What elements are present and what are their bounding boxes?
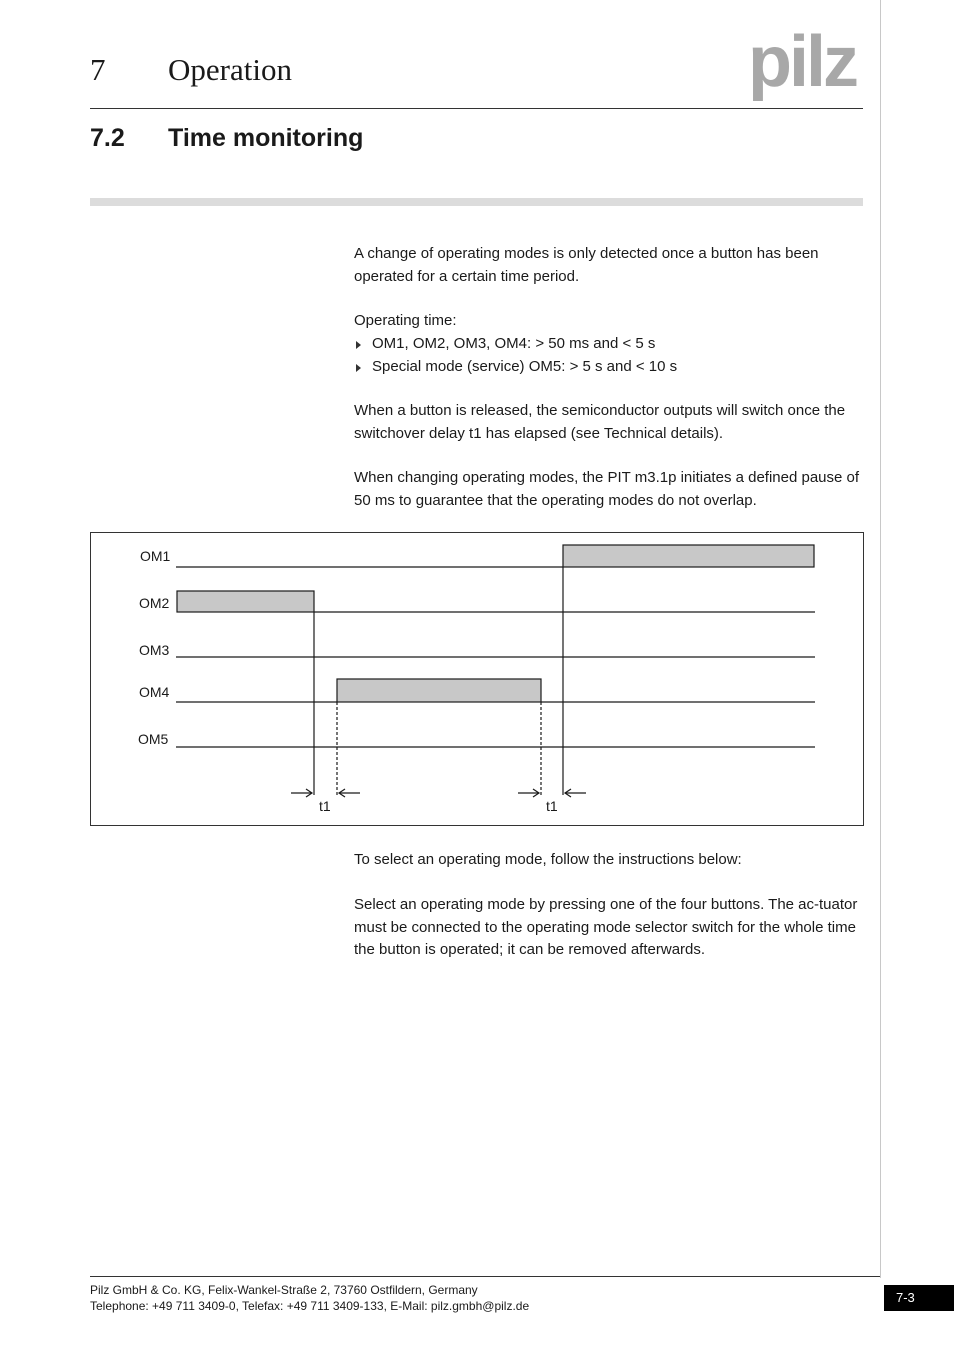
timing-diagram (90, 532, 864, 826)
list-item-text: Special mode (service) OM5: > 5 s and < 10 s (372, 357, 678, 375)
om1-active-pulse (563, 545, 814, 567)
t1-label-second: t1 (546, 798, 558, 814)
timing-diagram-svg (91, 533, 863, 825)
page-number: 7-3 (884, 1285, 954, 1311)
section-number: 7.2 (90, 124, 125, 152)
logo-text: pilz (748, 22, 856, 102)
footer-contact: Telephone: +49 711 3409-0, Telefax: +49 711 3409-133, E-Mail: pilz.gmbh@pilz.de (90, 1299, 530, 1313)
paragraph-release: When a button is released, the semiconductor outputs will switch once the switchover delay t1 has elapsed (see Technical details). (354, 402, 846, 442)
paragraph-operating-time-heading: Operating time: (354, 312, 457, 329)
section-title: Time monitoring (168, 124, 364, 152)
row-label-om3: OM3 (139, 642, 170, 658)
row-label-om5: OM5 (138, 731, 169, 747)
paragraph-select-intro: To select an operating mode, follow the instructions below: (354, 851, 742, 868)
paragraph-pause: When changing operating modes, the PIT m3.1p initiates a defined pause of 50 ms to guarantee that the operating modes do not overlap. (354, 469, 860, 509)
list-item-text: OM1, OM2, OM3, OM4: > 50 ms and < 5 s (372, 335, 656, 352)
list-item (354, 356, 864, 379)
paragraph-intro: A change of operating modes is only detected once a button has been operated for a certain time period. (354, 245, 819, 285)
header-rule (90, 108, 863, 109)
row-label-om2: OM2 (139, 595, 170, 611)
t1-label-first: t1 (319, 798, 331, 814)
chapter-title: Operation (168, 52, 292, 87)
bullet-triangle-icon (356, 364, 361, 372)
footer-rule (90, 1276, 880, 1277)
operating-time-list (354, 333, 864, 378)
row-label-om1: OM1 (140, 548, 171, 564)
om4-active-pulse (337, 679, 541, 702)
paragraph-select-instructions: Select an operating mode by pressing one of the four buttons. The ac-tuator must be connected to the operating mode selector switch for the whole time the button is operated; it can be removed afterwards. (354, 896, 858, 958)
bullet-triangle-icon (356, 341, 361, 349)
row-label-om4: OM4 (139, 684, 170, 700)
footer-address: Pilz GmbH & Co. KG, Felix-Wankel-Straße 2, 73760 Ostfildern, Germany (90, 1283, 478, 1297)
section-divider (90, 198, 863, 206)
right-margin-rule (880, 0, 881, 1278)
list-item (354, 333, 864, 356)
pilz-logo (748, 22, 866, 102)
chapter-number: 7 (90, 52, 106, 87)
om2-active-pulse (177, 591, 314, 612)
